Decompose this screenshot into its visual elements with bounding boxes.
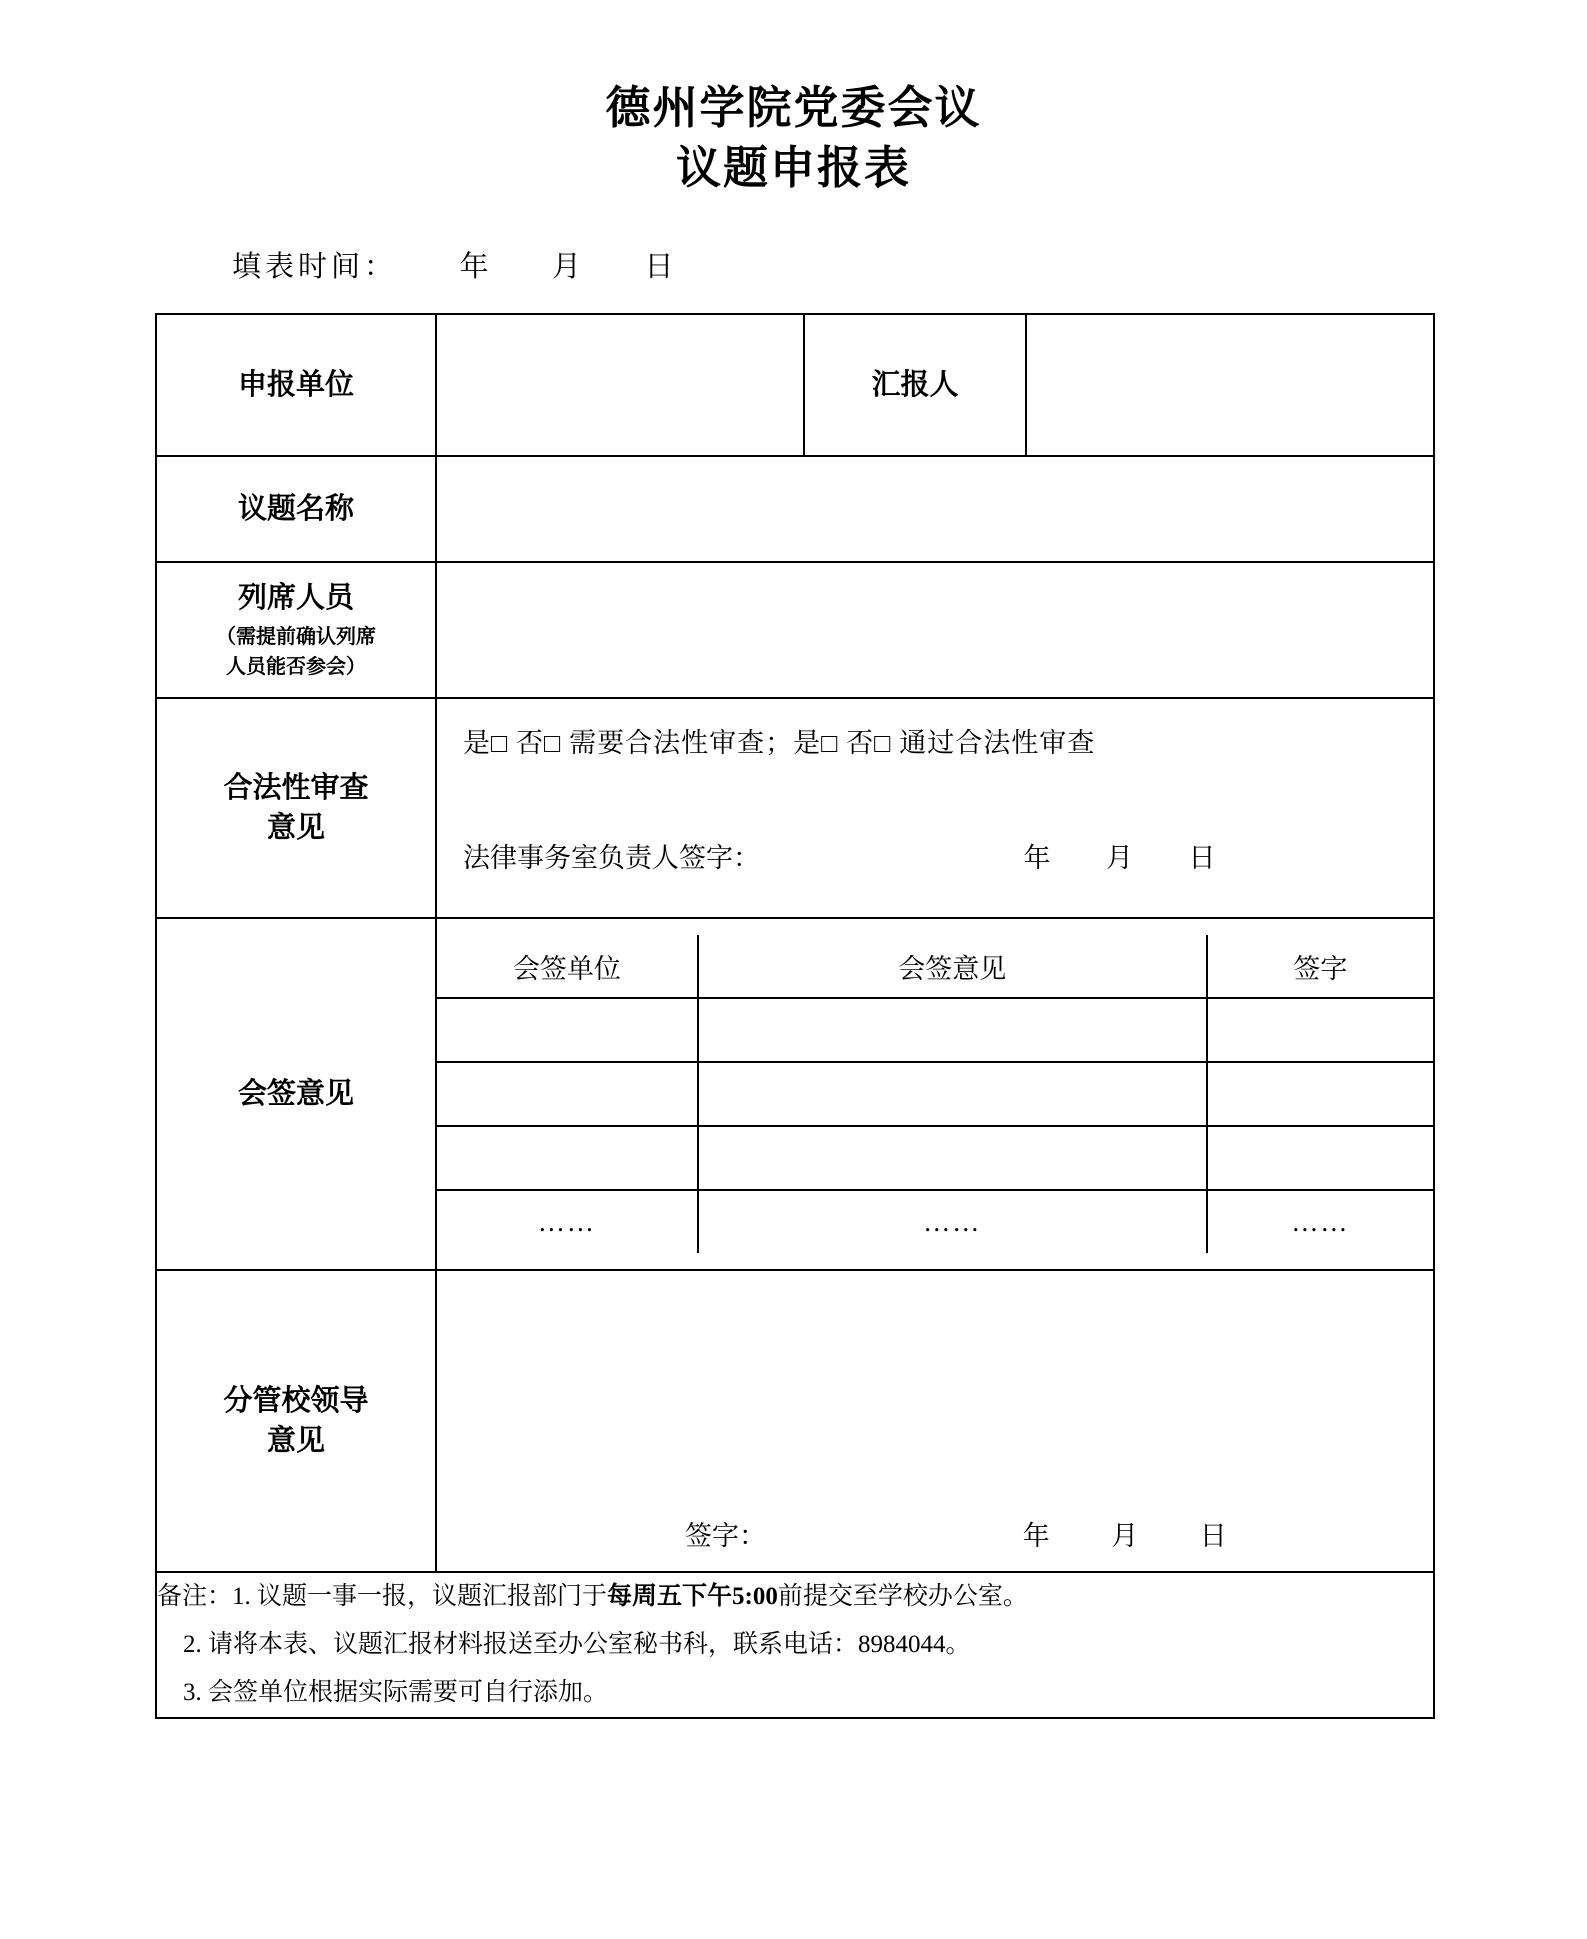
table-row: [156, 918, 1434, 1270]
attendees-label: [156, 562, 436, 698]
countersign-header-row: [437, 935, 1433, 998]
leader-signature-row: [437, 1514, 1433, 1553]
countersign-subtable-cell: [436, 918, 1434, 1270]
countersign-signature-1[interactable]: [1207, 998, 1433, 1062]
notes-line-3: 3. 会签单位根据实际需要可自行添加。: [183, 1679, 609, 1706]
leader-sign-year: 年: [1022, 1521, 1050, 1551]
notes-line-1: [157, 1573, 1433, 1621]
attendees-label-main: 列席人员: [237, 582, 354, 614]
legal-signature-row: [437, 836, 1433, 891]
document-title: [0, 0, 1587, 198]
legal-review-label-1: 合法性审查: [223, 772, 369, 804]
attendees-label-note-2: 人员能否参会）: [226, 656, 366, 678]
leader-signature-label: 签字：: [685, 1521, 766, 1551]
title-line-2: 议题申报表: [675, 141, 911, 194]
legal-sign-day: 日: [1188, 843, 1216, 873]
leader-sign-month: 月: [1111, 1521, 1139, 1551]
notes-line-1-bold: 每周五下午: [607, 1583, 733, 1610]
countersign-opinion-1[interactable]: [698, 998, 1207, 1062]
table-row: [156, 1270, 1434, 1572]
legal-review-label: [156, 698, 436, 918]
leader-opinion-label-1: 分管校领导: [223, 1385, 369, 1417]
countersign-signature-2[interactable]: [1207, 1062, 1433, 1126]
countersign-opinion-2[interactable]: [698, 1062, 1207, 1126]
fill-date-label: 填表时间：: [232, 251, 398, 283]
table-row: [156, 1572, 1434, 1718]
countersign-table: [437, 935, 1433, 1253]
legal-sign-year: 年: [1023, 843, 1051, 873]
fill-date-month: 月: [552, 251, 583, 283]
reporter-label: 汇报人: [804, 314, 1026, 456]
legal-review-label-2: 意见: [266, 812, 325, 844]
notes-line-1-suffix: 前提交至学校办公室。: [777, 1583, 1028, 1610]
table-row: [437, 1126, 1433, 1190]
countersign-unit-more: ……: [437, 1190, 698, 1253]
countersign-header-signature: 签字: [1207, 935, 1433, 998]
table-row: [156, 456, 1434, 562]
countersign-unit-1[interactable]: [437, 998, 698, 1062]
attendees-label-note-1: （需提前确认列席: [216, 626, 376, 648]
countersign-header-opinion: 会签意见: [698, 935, 1207, 998]
countersign-signature-more: ……: [1207, 1190, 1433, 1253]
countersign-unit-2[interactable]: [437, 1062, 698, 1126]
fill-date-day: 日: [644, 251, 675, 283]
legal-review-options[interactable]: 是□ 否□ 需要合法性审查；是□ 否□ 通过合法性审查: [463, 728, 1096, 758]
table-row: [437, 1190, 1433, 1253]
topic-label: 议题名称: [156, 456, 436, 562]
applicant-unit-label: 申报单位: [156, 314, 436, 456]
countersign-signature-3[interactable]: [1207, 1126, 1433, 1190]
countersign-opinion-3[interactable]: [698, 1126, 1207, 1190]
notes-line-2: 2. 请将本表、议题汇报材料报送至办公室秘书科，联系电话：8984044。: [183, 1631, 971, 1658]
countersign-header-unit: 会签单位: [437, 935, 698, 998]
table-row: [156, 314, 1434, 456]
legal-sign-month: 月: [1106, 843, 1133, 873]
leader-sign-day: 日: [1199, 1521, 1227, 1551]
notes-cell: [156, 1572, 1434, 1718]
application-form-table: [155, 313, 1435, 1719]
table-row: [437, 998, 1433, 1062]
topic-field[interactable]: [436, 456, 1434, 562]
table-row: [156, 562, 1434, 698]
notes-line-1-mid: 5:00: [732, 1583, 778, 1610]
leader-opinion-label-2: 意见: [266, 1425, 325, 1457]
countersign-unit-3[interactable]: [437, 1126, 698, 1190]
table-row: [156, 698, 1434, 918]
notes-line-1-prefix: 备注：1. 议题一事一报，议题汇报部门于: [157, 1583, 608, 1610]
leader-opinion-content[interactable]: [436, 1270, 1434, 1572]
legal-review-content: [436, 698, 1434, 918]
table-row: [437, 1062, 1433, 1126]
title-line-1: 德州学院党委会议: [605, 81, 982, 134]
legal-signature-label: 法律事务室负责人签字：: [463, 843, 760, 873]
attendees-field[interactable]: [436, 562, 1434, 698]
applicant-unit-field[interactable]: [436, 314, 804, 456]
fill-date-row: [232, 244, 1587, 285]
countersign-opinion-more: ……: [698, 1190, 1207, 1253]
leader-opinion-label: [156, 1270, 436, 1572]
fill-date-year: 年: [459, 251, 490, 283]
reporter-field[interactable]: [1026, 314, 1434, 456]
countersign-label: 会签意见: [156, 918, 436, 1270]
